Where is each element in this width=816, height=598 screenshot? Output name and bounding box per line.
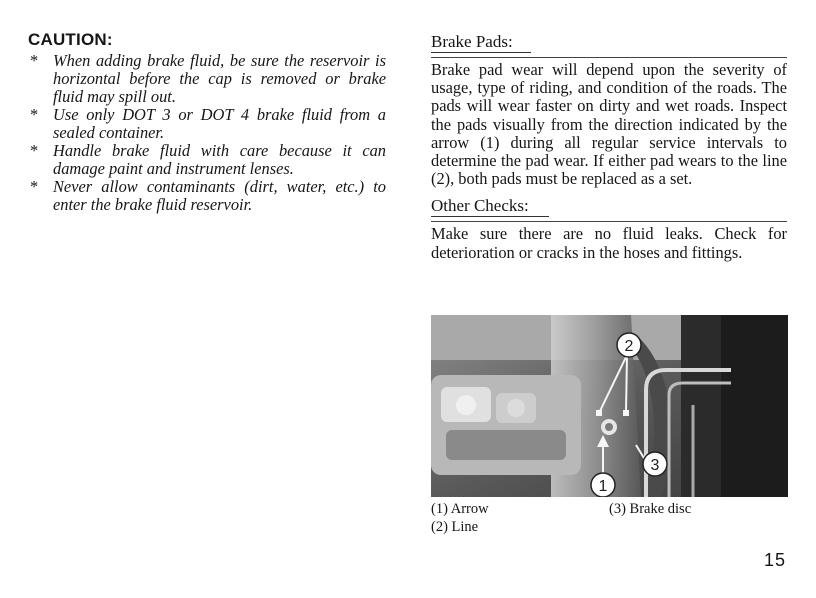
callout-3 <box>643 452 667 476</box>
other-checks-text: Make sure there are no fluid leaks. Check for deterioration or cracks in the hoses and fittings. <box>431 224 787 262</box>
bullet-asterisk: * <box>30 177 39 196</box>
right-column <box>431 32 787 270</box>
other-checks-heading: Other Checks: <box>431 196 529 216</box>
caption-brake-disc: (3) Brake disc <box>609 501 692 517</box>
caution-item-3 <box>28 142 386 178</box>
heading-underline <box>431 52 531 53</box>
caution-box <box>28 30 386 214</box>
svg-text:3: 3 <box>650 457 660 474</box>
caution-item-1 <box>28 52 386 106</box>
caution-item-2 <box>28 106 386 142</box>
photo-illustration <box>431 315 788 497</box>
brake-pads-text: Brake pad wear will depend upon the severity of usage, type of riding, and condition of the roads. The pads will wear faster on dirty and wet roads. Inspect the pads visually from the direction indicated by the arrow (1) during all regular service intervals to determine the pad wear. If either pad wears to the line (2), both pads must be replaced as a set. <box>431 60 787 189</box>
caption-line: (2) Line <box>431 519 479 535</box>
section-rule <box>431 221 787 222</box>
bullet-asterisk: * <box>30 51 39 70</box>
callout-1 <box>591 473 615 497</box>
caution-heading: CAUTION: <box>28 30 113 49</box>
svg-text:2: 2 <box>624 338 634 355</box>
page-number: 15 <box>764 550 787 570</box>
brake-pads-heading: Brake Pads: <box>431 32 513 51</box>
caution-item-text: When adding brake fluid, be sure the reservoir is horizontal before the cap is removed or brake fluid may spill out. <box>53 51 386 106</box>
caution-item-4 <box>28 178 386 214</box>
caution-item-text: Use only DOT 3 or DOT 4 brake fluid from a sealed container. <box>53 105 386 142</box>
bullet-asterisk: * <box>30 105 39 124</box>
bullet-asterisk: * <box>30 141 39 160</box>
brake-caliper-photo <box>431 315 788 497</box>
section-rule <box>431 57 787 58</box>
svg-text:1: 1 <box>598 478 608 495</box>
caution-item-text: Never allow contaminants (dirt, water, etc.) to enter the brake fluid reservoir. <box>53 177 386 214</box>
heading-underline <box>431 216 549 217</box>
callout-2 <box>617 333 641 357</box>
caution-item-text: Handle brake fluid with care because it can damage paint and instrument lenses. <box>53 141 386 178</box>
caption-arrow: (1) Arrow <box>431 501 489 517</box>
